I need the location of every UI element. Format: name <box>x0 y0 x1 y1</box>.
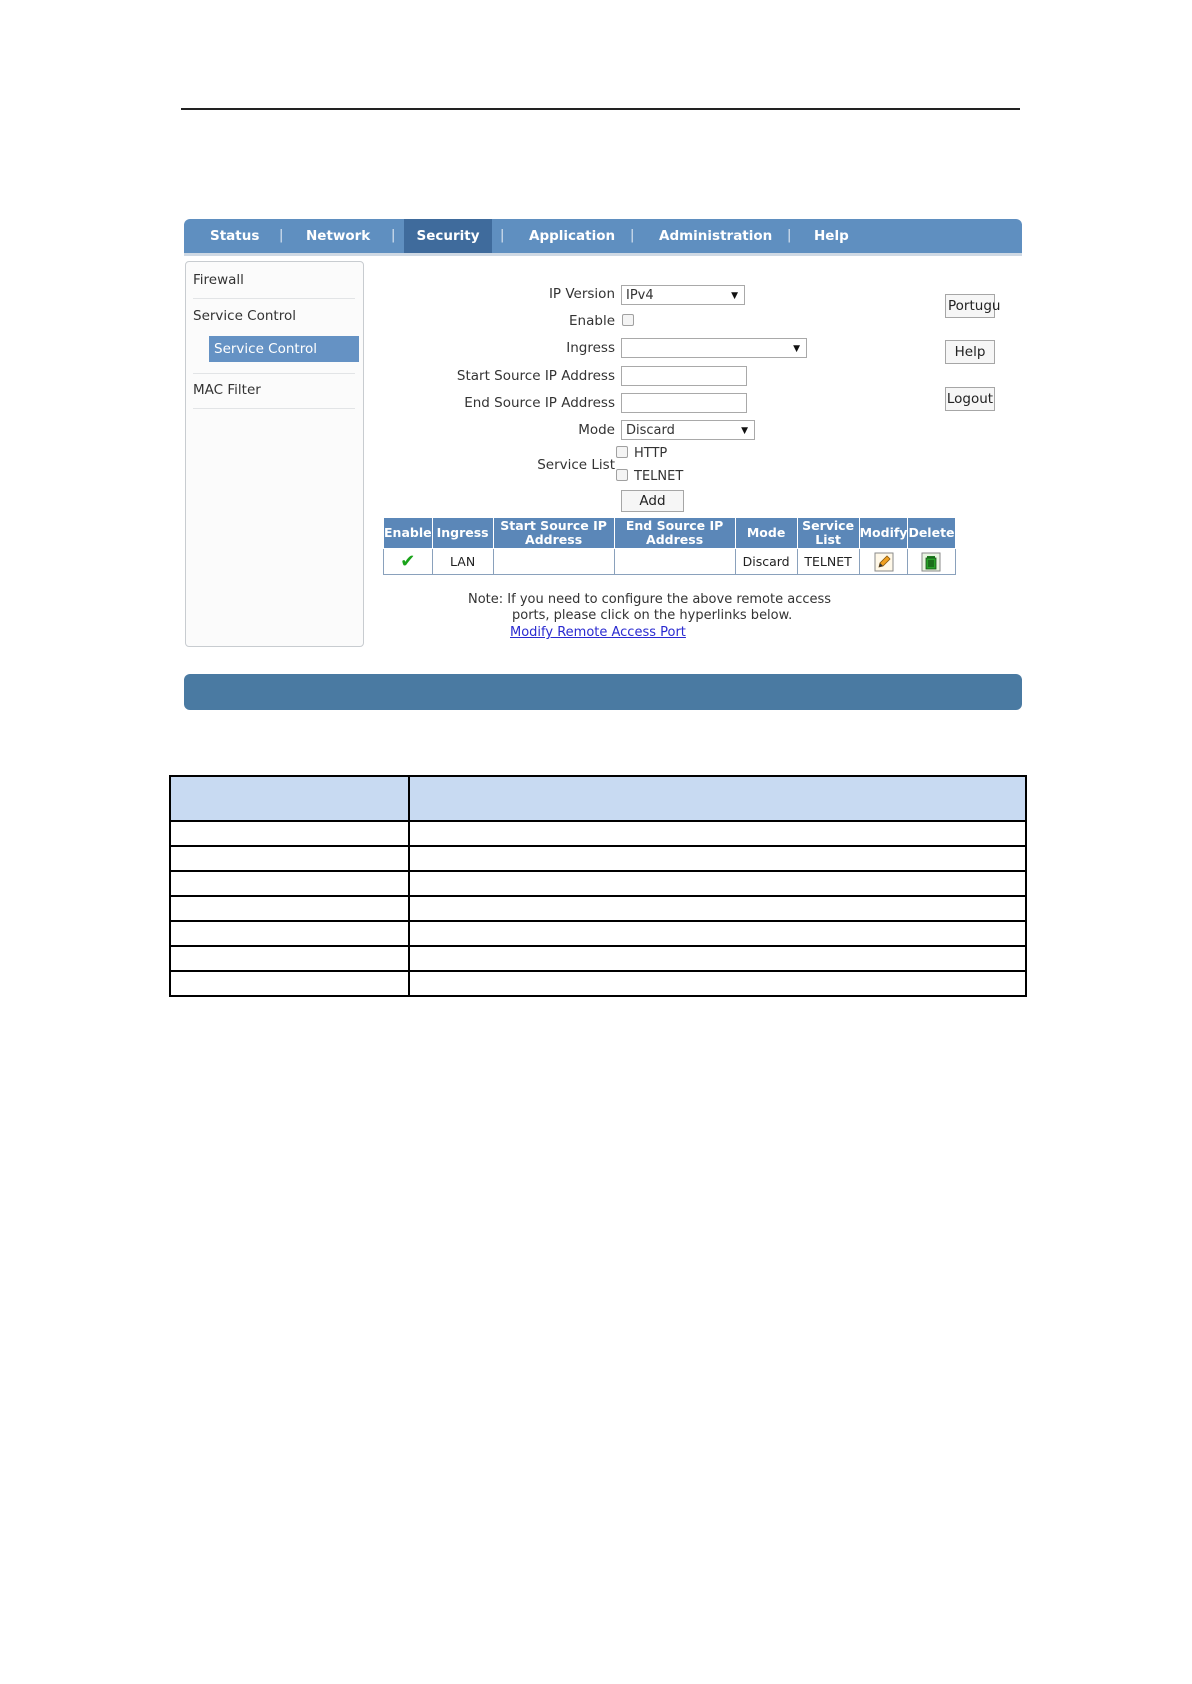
dropdown-arrow-icon: ▼ <box>793 344 800 354</box>
ip-version-value: IPv4 <box>626 288 654 303</box>
nav-tab-help[interactable]: Help <box>814 228 849 244</box>
doc-table-cell <box>409 846 1026 871</box>
nav-tab-status[interactable]: Status <box>210 228 260 244</box>
language-button[interactable]: Portugu <box>945 294 995 318</box>
row-service-list: TELNET <box>797 549 859 575</box>
modify-cell <box>859 549 908 575</box>
mode-select[interactable] <box>621 420 755 440</box>
service-list-label: Service List <box>537 457 615 473</box>
document-table <box>169 775 1027 997</box>
nav-tab-administration[interactable]: Administration <box>659 228 773 244</box>
doc-table-cell <box>170 946 409 971</box>
doc-table-row <box>170 921 1026 946</box>
col-header-start-ip: Start Source IP Address <box>493 518 614 549</box>
doc-table-header-row <box>170 776 1026 821</box>
col-header-mode: Mode <box>735 518 797 549</box>
sidebar-divider <box>193 408 355 409</box>
sidebar-subitem-service-control[interactable]: Service Control <box>209 336 359 362</box>
doc-table-row <box>170 871 1026 896</box>
doc-table-cell <box>409 971 1026 996</box>
ip-version-select[interactable] <box>621 285 745 305</box>
service-http-label: HTTP <box>634 446 668 461</box>
ingress-label: Ingress <box>566 340 615 356</box>
footer-bar <box>184 674 1022 710</box>
end-source-ip-input[interactable] <box>621 393 747 413</box>
doc-table-row <box>170 821 1026 846</box>
trash-icon[interactable] <box>921 552 941 572</box>
table-row <box>384 549 956 575</box>
note-line-2: ports, please click on the hyperlinks below. <box>512 608 793 623</box>
delete-cell <box>908 549 955 575</box>
nav-tab-application[interactable]: Application <box>529 228 616 244</box>
col-header-modify: Modify <box>859 518 908 549</box>
mode-value: Discard <box>626 423 675 438</box>
add-button[interactable]: Add <box>621 490 684 512</box>
doc-table-cell <box>170 821 409 846</box>
ip-version-label: IP Version <box>548 286 615 302</box>
logout-button[interactable]: Logout <box>945 387 995 411</box>
doc-table-row <box>170 896 1026 921</box>
help-button[interactable]: Help <box>945 340 995 364</box>
col-header-end-ip: End Source IP Address <box>614 518 735 549</box>
sidebar-item-service-control[interactable]: Service Control <box>193 308 296 324</box>
service-http-checkbox[interactable] <box>616 446 628 458</box>
doc-table-row <box>170 846 1026 871</box>
doc-table-cell <box>170 971 409 996</box>
col-header-enable: Enable <box>384 518 433 549</box>
col-header-service-list: Service List <box>797 518 859 549</box>
doc-table-cell <box>170 871 409 896</box>
doc-table-row <box>170 971 1026 996</box>
doc-table-cell <box>170 921 409 946</box>
service-control-rules-table <box>383 517 956 575</box>
modify-remote-access-port-link[interactable]: Modify Remote Access Port <box>510 625 686 640</box>
end-source-ip-label: End Source IP Address <box>464 395 615 411</box>
doc-table-cell <box>409 896 1026 921</box>
doc-table-cell <box>409 921 1026 946</box>
row-mode: Discard <box>735 549 797 575</box>
page-top-rule <box>181 108 1020 110</box>
note-line-1: Note: If you need to configure the above remote access <box>468 592 832 607</box>
service-telnet-checkbox[interactable] <box>616 469 628 481</box>
nav-separator: | <box>500 228 505 243</box>
doc-table-cell <box>409 821 1026 846</box>
doc-table-cell <box>409 946 1026 971</box>
doc-table-cell <box>170 846 409 871</box>
nav-tab-security[interactable]: Security <box>404 219 492 253</box>
enable-checkbox[interactable] <box>622 314 634 326</box>
start-source-ip-label: Start Source IP Address <box>456 368 615 384</box>
enabled-check-icon: ✔ <box>384 549 433 575</box>
nav-separator: | <box>787 228 792 243</box>
sidebar-divider <box>193 373 355 374</box>
row-start-ip <box>493 549 614 575</box>
row-end-ip <box>614 549 735 575</box>
edit-pencil-icon[interactable] <box>874 552 894 572</box>
doc-table-cell <box>170 896 409 921</box>
sidebar-item-mac-filter[interactable]: MAC Filter <box>193 382 261 398</box>
nav-tab-network[interactable]: Network <box>306 228 371 244</box>
doc-table-cell <box>409 871 1026 896</box>
sidebar-item-firewall[interactable]: Firewall <box>193 272 244 288</box>
sidebar-divider <box>193 298 355 299</box>
start-source-ip-input[interactable] <box>621 366 747 386</box>
mode-label: Mode <box>578 422 615 438</box>
row-ingress: LAN <box>432 549 493 575</box>
dropdown-arrow-icon: ▼ <box>741 426 748 436</box>
dropdown-arrow-icon: ▼ <box>731 291 738 301</box>
enable-label: Enable <box>569 313 615 329</box>
ingress-select[interactable] <box>621 338 807 358</box>
main-nav-bar <box>184 219 1022 256</box>
table-header-row <box>384 518 956 549</box>
service-telnet-label: TELNET <box>634 469 684 484</box>
col-header-ingress: Ingress <box>432 518 493 549</box>
doc-table-row <box>170 946 1026 971</box>
col-header-delete: Delete <box>908 518 955 549</box>
nav-separator: | <box>279 228 284 243</box>
nav-separator: | <box>630 228 635 243</box>
doc-table-header-cell <box>409 776 1026 821</box>
nav-separator: | <box>391 228 396 243</box>
sidebar <box>185 261 364 647</box>
doc-table-header-cell <box>170 776 409 821</box>
